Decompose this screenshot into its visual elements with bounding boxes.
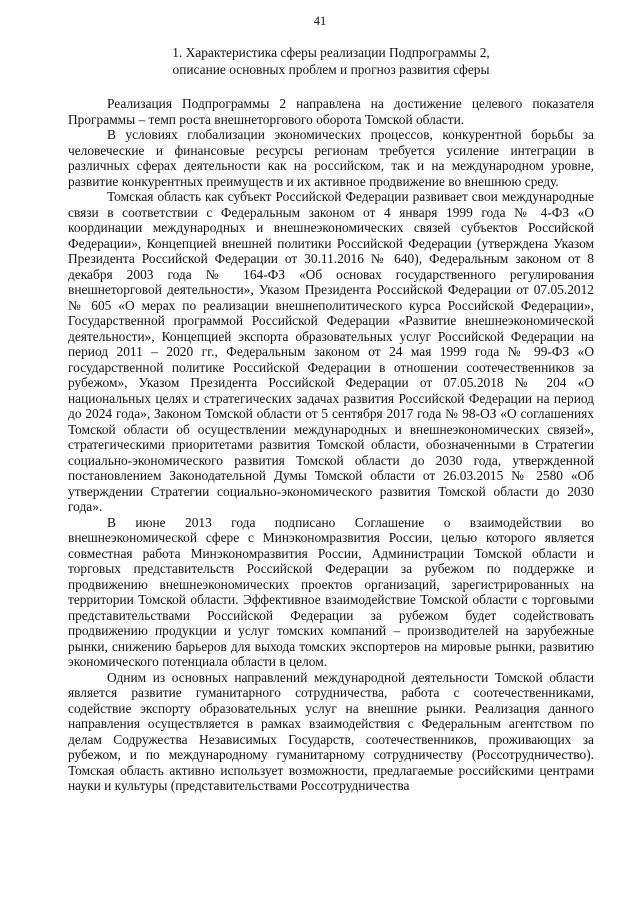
paragraph-agreement: В июне 2013 года подписано Соглашение о взаимодействии во внешнеэкономической сфере с Минэкономразвития России, целью которого является совместная работа Минэкономразвития России, Администрации Томской области и торговых представительств Российской Федерации за рубежом по поддержке и продвижению внешнеэкономических проектов организаций, зарегистрированных на территории Томской области. Эффективное взаимодействие Томской области с торговыми представительствами Российской Федерации за рубежом будет содействовать продвижению продукции и услуг томских компаний – производителей на зарубежные рынки, снижению барьеров для выхода томских экспортеров на мировые рынки, развитию экономического потенциала области в целом.	[68, 514, 594, 669]
paragraph-humanitarian: Одним из основных направлений международной деятельности Томской области является развитие гуманитарного сотрудничества, работа с соотечественниками, содействие экспорту образовательных услуг на внешние рынки. Реализация данного направления осуществляется в рамках взаимодействия с Федеральным агентством по делам Содружества Независимых Государств, соотечественников, проживающих за рубежом, и по международному гуманитарному сотрудничеству (Россотрудничество). Томская область активно использует возможности, предлагаемые российскими центрами науки и культуры (представительствами Россотрудничества	[68, 669, 594, 793]
section-heading-line-2: описание основных проблем и прогноз развития сферы	[172, 62, 490, 77]
section-heading	[68, 44, 594, 78]
paragraph-legal-basis: Томская область как субъект Российской Федерации развивает свои международные связи в соответствии с Федеральным законом от 4 января 1999 года № 4-ФЗ «О координации международных и внешнеэкономических связей субъектов Российской Федерации», Концепцией внешней политики Российской Федерации (утверждена Указом Президента Российской Федерации от 30.11.2016 № 640), Федеральным законом от 8 декабря 2003 года № 164-ФЗ «Об основах государственного регулирования внешнеторговой деятельности», Указом Президента Российской Федерации от 07.05.2012 № 605 «О мерах по реализации внешнеполитического курса Российской Федерации», Государственной программой Российской Федерации «Развитие внешнеэкономической деятельности», Концепцией экспорта образовательных услуг Российской Федерации на период 2011 – 2020 гг., Федеральным законом от 24 мая 1999 года № 99-ФЗ «О государственной политике Российской Федерации в отношении соотечественников за рубежом», Указом Президента Российской Федерации от 07.05.2018 № 204 «О национальных целях и стратегических задачах развития Российской Федерации на период до 2024 года», Законом Томской области от 5 сентября 2017 года № 98-ОЗ «О соглашениях Томской области об осуществлении международных и внешнеэкономических связей», стратегическими приоритетами развития Томской области, обозначенными в Стратегии социально-экономического развития Томской области до 2030 года, утвержденной постановлением Законодательной Думы Томской области от 26.03.2015 № 2580 «Об утверждении Стратегии социально-экономического развития Томской области до 2030 года».	[68, 189, 594, 514]
section-heading-line-1: 1. Характеристика сферы реализации Подпрограммы 2,	[172, 45, 490, 60]
paragraph-goal: Реализация Подпрограммы 2 направлена на достижение целевого показателя Программы – темп роста внешнеторгового оборота Томской области.	[68, 96, 594, 127]
document-body	[68, 96, 594, 794]
page-number: 41	[313, 14, 327, 28]
paragraph-globalization: В условиях глобализации экономических процессов, конкурентной борьбы за человеческие и финансовые ресурсы регионам требуется усиление интеграции в различных сферах деятельности как на российском, так и на международном уровне, развитие конкурентных преимуществ и их активное продвижение во внешнюю среду.	[68, 127, 594, 189]
